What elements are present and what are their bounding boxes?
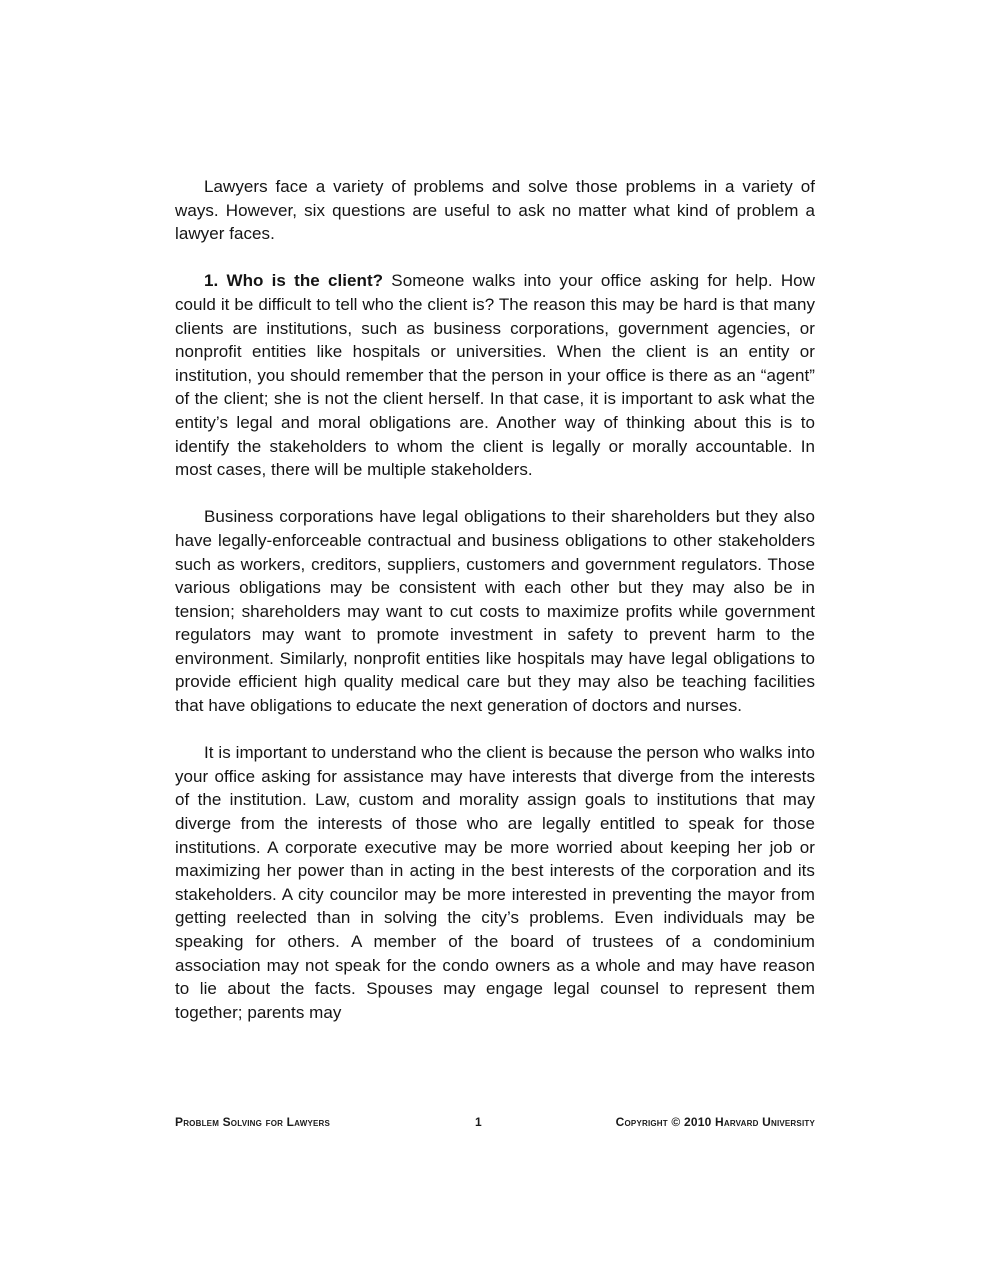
paragraph-text: It is important to understand who the client is because the person who walks into your office asking for assistance may have interests that diverge from the interests of the institution. Law, custom and morality assign goals to institutions that may diverge from the interests of those who are legally entitled to speak for those institutions. A corporate executive may be more worried about keeping her job or maximizing her power than in acting in the best interests of the corporation and its stakeholders. A city councilor may be more interested in preventing the mayor from getting reelected than in solving the city’s problems. Even individuals may be speaking for others. A member of the board of trustees of a condominium association may not speak for the condo owners as a whole and may have reason to lie about the facts. Spouses may engage legal counsel to represent them together; parents may [175, 743, 815, 1022]
paragraph-intro [175, 175, 815, 246]
paragraph-understand-client [175, 741, 815, 1024]
paragraph-text: Lawyers face a variety of problems and solve those problems in a variety of ways. However, six questions are useful to ask no matter what kind of problem a lawyer faces. [175, 177, 815, 244]
paragraph-business-corporations [175, 505, 815, 717]
footer-title: Problem Solving for Lawyers [175, 1115, 331, 1129]
page-footer [175, 1115, 815, 1133]
paragraph-text: Business corporations have legal obligations to their shareholders but they also have legally-enforceable contractual and business obligations to other stakeholders such as workers, creditors, suppliers, customers and government regulators. Those various obligations may be consistent with each other but they may also be in tension; shareholders may want to cut costs to maximize profits while government regulators may want to promote investment in safety to prevent harm to the environment. Similarly, nonprofit entities like hospitals may have legal obligations to provide efficient high quality medical care but they may also be teaching facilities that have obligations to educate the next generation of doctors and nurses. [175, 507, 815, 716]
paragraph-text: Someone walks into your office asking for help. How could it be difficult to tell who the client is? The reason this may be hard is that many clients are institutions, such as business corporations, government agencies, or nonprofit entities like hospitals or universities. When the client is an entity or institution, you should remember that the person in your office is there as an “agent” of the client; she is not the client herself. In that case, it is important to ask what the entity’s legal and moral obligations are. Another way of thinking about this is to identify the stakeholders to whom the client is legally or morally accountable. In most cases, there will be multiple stakeholders. [175, 271, 815, 480]
body-text [175, 175, 815, 1024]
footer-copyright: Copyright © 2010 Harvard University [615, 1115, 815, 1129]
question-heading: 1. Who is the client? [204, 271, 384, 291]
paragraph-who-is-client [175, 269, 815, 481]
page-number: 1 [475, 1115, 482, 1129]
